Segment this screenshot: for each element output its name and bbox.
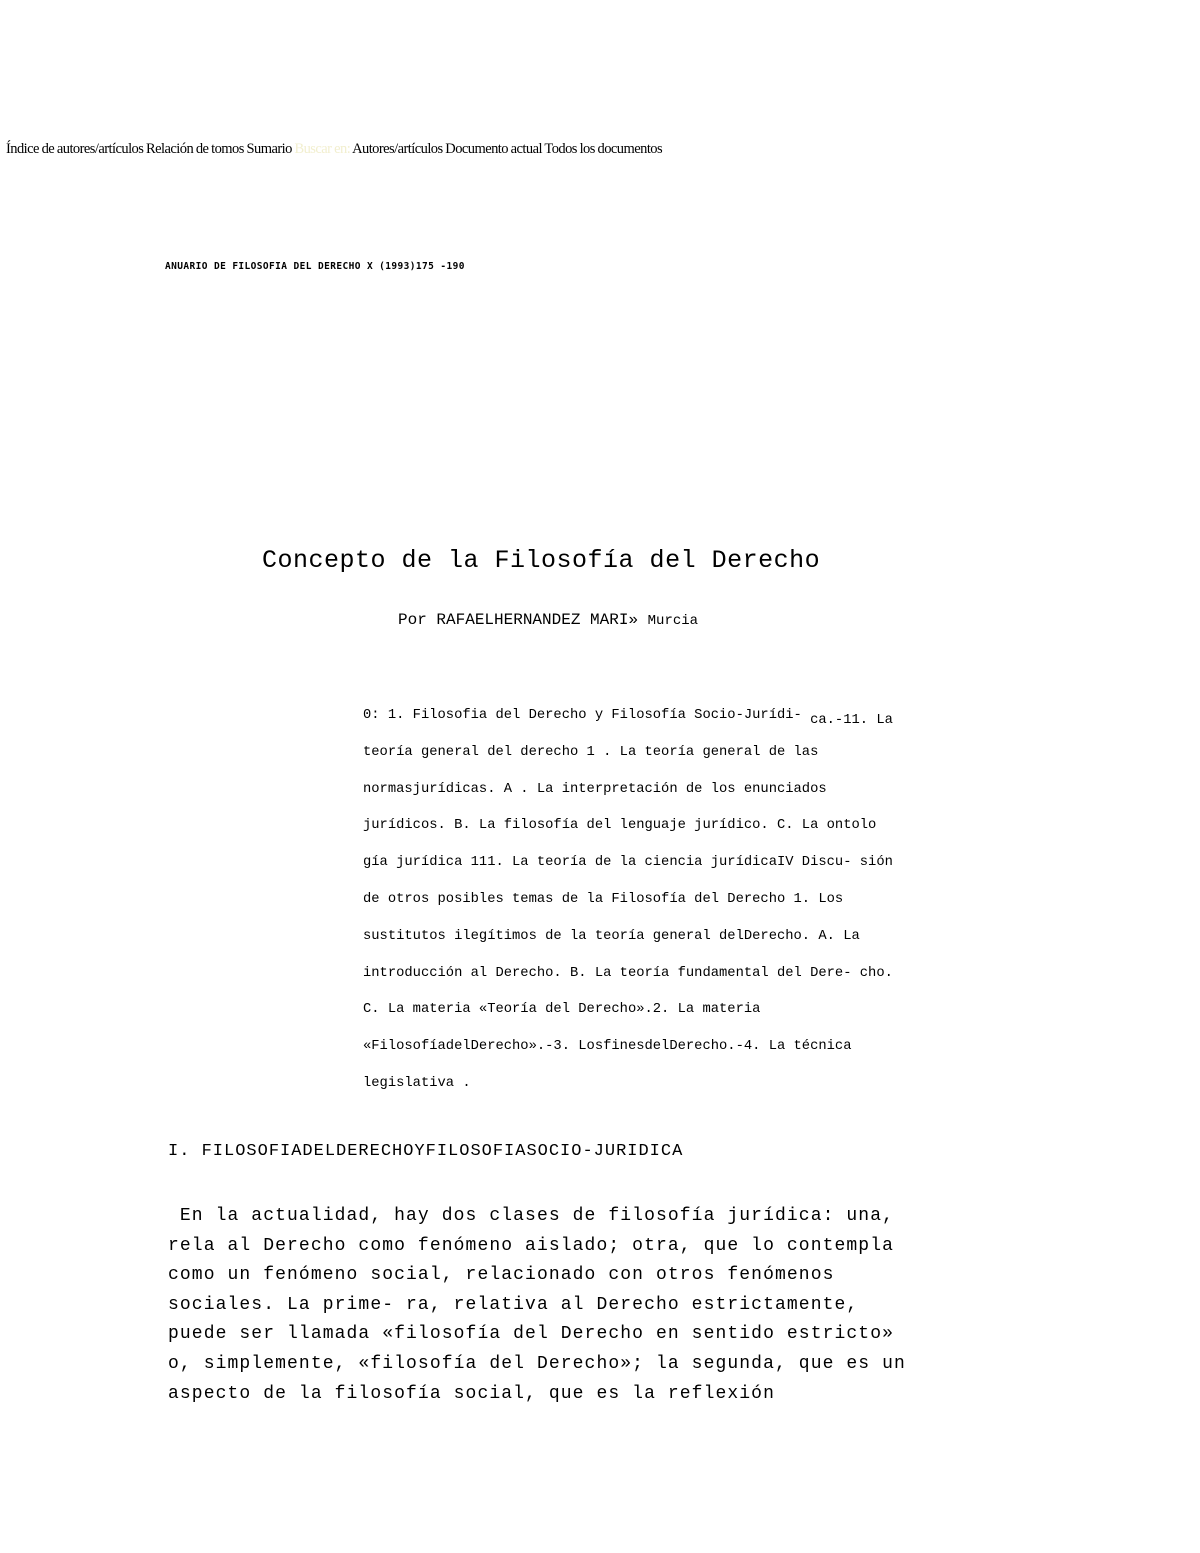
journal-running-header: ANUARIO DE FILOSOFIA DEL DERECHO X (1993)175 -190 xyxy=(165,261,465,272)
paragraph-line: aspecto de la filosofía social, que es la reflexión xyxy=(168,1383,775,1404)
summary-line xyxy=(363,698,1003,735)
paragraph-line: sociales. La prime- ra, relativa al Derecho estrictamente, xyxy=(168,1294,859,1315)
summary-line: de otros posibles temas de la Filosofía del Derecho 1. Los xyxy=(363,891,844,907)
article-title: Concepto de la Filosofía del Derecho xyxy=(262,546,821,575)
nav-link-authors-index[interactable]: Índice de autores/artículos xyxy=(6,141,144,157)
summary-line: jurídicos. B. La filosofía del lenguaje jurídico. C. La ontolo xyxy=(363,818,877,834)
summary-line-continuation: ca.-11. La xyxy=(810,713,893,728)
summary-line: normasjurídicas. A . La interpretación de los enunciados xyxy=(363,781,827,797)
summary-line: C. La materia «Teoría del Derecho».2. La materia xyxy=(363,1002,761,1018)
paragraph-line: puede ser llamada «filosofía del Derecho en sentido estricto» xyxy=(168,1324,895,1345)
summary-line: gía jurídica 111. La teoría de la ciencia jurídicaIV Discu- sión xyxy=(363,855,893,871)
nav-link-search-all-documents[interactable]: Todos los documentos xyxy=(544,141,663,157)
paragraph-line: En la actualidad, hay dos clases de filosofía jurídica: una, xyxy=(168,1206,895,1226)
nav-link-volumes-list[interactable]: Relación de tomos xyxy=(146,141,244,157)
article-summary xyxy=(363,698,1003,1103)
body-paragraph xyxy=(168,1202,906,1409)
nav-link-summary[interactable]: Sumario xyxy=(246,141,292,157)
nav-label-search-in: Buscar en: xyxy=(294,141,351,157)
author-name: Por RAFAELHERNANDEZ MARI» xyxy=(398,611,639,629)
summary-line: introducción al Derecho. B. La teoría fundamental del Dere- cho. xyxy=(363,965,893,981)
top-navigation-bar xyxy=(6,141,662,158)
paragraph-line: como un fenómeno social, relacionado con otros fenómenos xyxy=(168,1265,835,1286)
paragraph-line: o, simplemente, «filosofía del Derecho»; la segunda, que es un xyxy=(168,1353,906,1374)
summary-line: sustitutos ilegítimos de la teoría general delDerecho. A. La xyxy=(363,928,860,944)
nav-link-search-current-document[interactable]: Documento actual xyxy=(445,141,542,157)
author-location: Murcia xyxy=(647,613,699,629)
paragraph-line: rela al Derecho como fenómeno aislado; otra, que lo contempla xyxy=(168,1235,895,1256)
summary-line: teoría general del derecho 1 . La teoría general de las xyxy=(363,744,819,760)
summary-line: «FilosofíadelDerecho».-3. LosfinesdelDerecho.-4. La técnica xyxy=(363,1039,852,1055)
author-byline xyxy=(398,611,698,629)
nav-link-search-authors-articles[interactable]: Autores/artículos xyxy=(352,141,443,157)
summary-line-text: 0: 1. Filosofia del Derecho y Filosofía Socio-Jurídi- xyxy=(363,708,811,723)
summary-line: legislativa . xyxy=(363,1075,471,1091)
section-heading: I. FILOSOFIADELDERECHOYFILOSOFIASOCIO-JURIDICA xyxy=(168,1142,684,1161)
